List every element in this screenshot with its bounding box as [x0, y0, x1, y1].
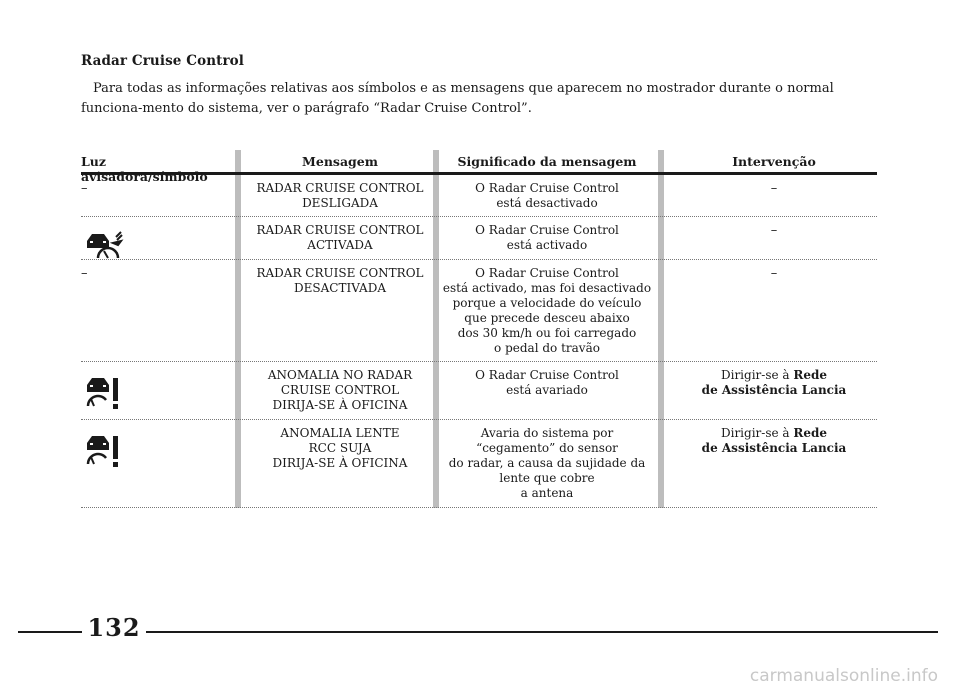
message-line: RADAR CRUISE CONTROL: [256, 181, 424, 195]
row-meaning: [437, 266, 657, 356]
message-line: DIRIJA-SE À OFICINA: [272, 398, 408, 412]
message-line: CRUISE CONTROL: [280, 383, 400, 397]
table-header: [81, 150, 877, 184]
row-action: –: [770, 223, 778, 238]
row-action: –: [770, 181, 778, 196]
table-row: [81, 175, 877, 217]
table-row: [81, 260, 877, 362]
radar-lens-dirty-warning-icon: [84, 434, 126, 470]
header-meaning: Significado da mensagem: [457, 154, 637, 169]
row-meaning: [437, 181, 657, 211]
radar-cruise-active-icon: [84, 231, 126, 259]
radar-fault-warning-icon: [84, 376, 126, 412]
intro-paragraph: [81, 79, 881, 119]
message-line: RADAR CRUISE CONTROL: [256, 266, 424, 280]
meaning-line: lente que cobre: [499, 471, 595, 485]
action-text: Dirigir-se à: [720, 368, 794, 382]
message-line: DESLIGADA: [302, 196, 378, 210]
row-message: [245, 181, 435, 211]
meaning-line: O Radar Cruise Control: [475, 266, 619, 280]
row-meaning: [437, 223, 657, 253]
row-message: [245, 426, 435, 471]
watermark: carmanualsonline.info: [749, 666, 938, 686]
meaning-line: a antena: [520, 486, 574, 500]
row-meaning: [437, 426, 657, 501]
row-action: [671, 368, 877, 398]
meaning-line: Avaria do sistema por: [480, 426, 614, 440]
meaning-line: porque a velocidade do veículo: [452, 296, 642, 310]
action-text: Dirigir-se à: [720, 426, 794, 440]
message-line: ANOMALIA LENTE: [280, 426, 400, 440]
message-line: RCC SUJA: [308, 441, 372, 455]
row-message: [245, 223, 435, 253]
meaning-line: do radar, a causa da sujidade da: [448, 456, 646, 470]
action-bold-text: de Assistência Lancia: [701, 383, 847, 397]
table-row: [81, 362, 877, 420]
message-line: DESACTIVADA: [294, 281, 386, 295]
header-symbol: Luz avisadora/símbolo: [81, 154, 208, 184]
meaning-line: o pedal do travão: [494, 341, 600, 355]
action-bold-text: Rede: [793, 368, 828, 382]
header-action: Intervenção: [732, 154, 816, 169]
meaning-line: que precede desceu abaixo: [464, 311, 630, 325]
message-line: RADAR CRUISE CONTROL: [256, 223, 424, 237]
meaning-line: O Radar Cruise Control: [475, 368, 619, 382]
table-row: [81, 420, 877, 508]
meaning-line: “cegamento” do sensor: [476, 441, 618, 455]
row-meaning: [437, 368, 657, 398]
action-bold-text: de Assistência Lancia: [701, 441, 847, 455]
meaning-line: está activado: [506, 238, 588, 252]
message-line: ACTIVADA: [307, 238, 373, 252]
intro-text: Para todas as informações relativas aos símbolos e as mensagens que aparecem no mostrador durante o normal funciona-mento do sistema, ver o parágrafo “Radar Cruise Control”.: [81, 81, 834, 116]
row-action: –: [770, 266, 778, 281]
row-symbol: –: [81, 181, 88, 196]
meaning-line: está activado, mas foi desactivado: [442, 281, 652, 295]
table-row: [81, 217, 877, 260]
meaning-line: O Radar Cruise Control: [475, 181, 619, 195]
meaning-line: dos 30 km/h ou foi carregado: [457, 326, 637, 340]
message-line: DIRIJA-SE À OFICINA: [272, 456, 408, 470]
header-message: Mensagem: [302, 154, 378, 169]
warning-table: [81, 150, 877, 508]
row-symbol: –: [81, 266, 88, 281]
section-heading: Radar Cruise Control: [81, 53, 245, 69]
meaning-line: está avariado: [506, 383, 588, 397]
meaning-line: está desactivado: [496, 196, 598, 210]
page-number: 132: [87, 613, 141, 642]
message-line: ANOMALIA NO RADAR: [267, 368, 413, 382]
row-message: [245, 368, 435, 413]
row-message: [245, 266, 435, 296]
footer-rule-right: [146, 631, 938, 633]
row-action: [671, 426, 877, 456]
meaning-line: O Radar Cruise Control: [475, 223, 619, 237]
action-bold-text: Rede: [793, 426, 828, 440]
footer-rule-left: [18, 631, 82, 633]
